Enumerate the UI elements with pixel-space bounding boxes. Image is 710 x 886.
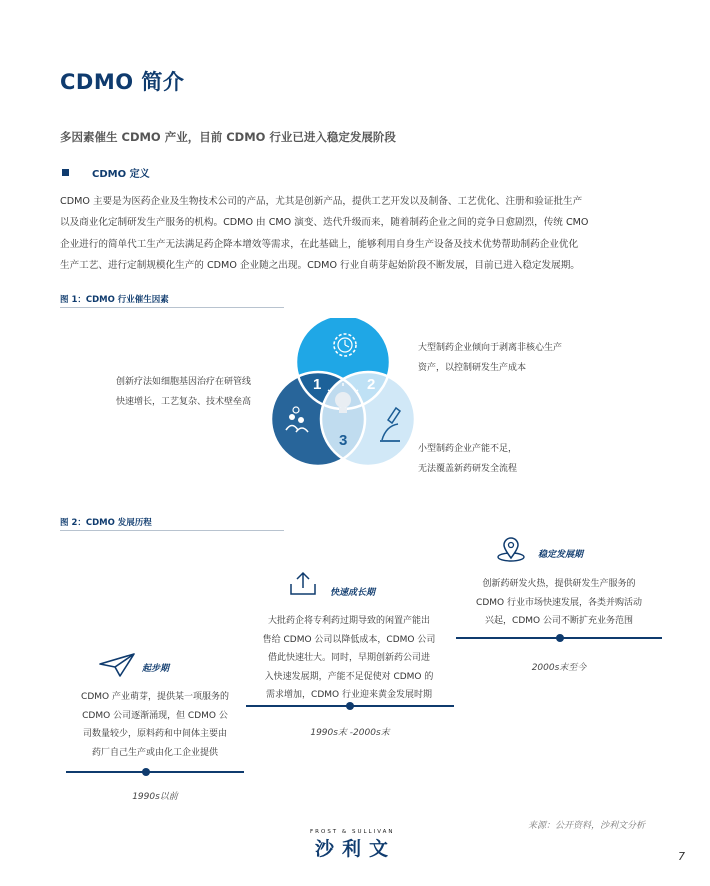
stage2-timeline-dot bbox=[346, 702, 354, 710]
text-line: 售给 CDMO 公司以降低成本，CDMO 公司 bbox=[262, 634, 436, 645]
stage1-body bbox=[66, 688, 244, 762]
text-line: 药厂自己生产或由化工企业提供 bbox=[91, 747, 218, 758]
paragraph-line: 以及商业化定制研发生产服务的机构。CDMO 由 CMO 演变、迭代升级而来，随着制药企业之间的竞争日愈剧烈，传统 CMO bbox=[60, 217, 589, 229]
text-line: 无法覆盖新药研发全流程 bbox=[418, 464, 518, 474]
figure1-rule bbox=[60, 307, 284, 308]
venn-left-text bbox=[116, 372, 251, 412]
stage3-label: 稳定发展期 bbox=[538, 550, 584, 560]
paragraph-line: CDMO 主要是为医药企业及生物技术公司的产品，尤其是创新产品，提供工艺开发以及制备、工艺优化、注册和验证批生产 bbox=[60, 196, 583, 207]
text-line: 创新药研发火热，提供研发生产服务的 bbox=[482, 579, 636, 589]
text-line: CDMO 行业市场快速发展，各类并购活动 bbox=[476, 597, 642, 608]
stage1-label: 起步期 bbox=[142, 664, 170, 674]
paper-plane-icon bbox=[98, 652, 136, 678]
figure2-title: 图 2：CDMO 发展历程 bbox=[60, 518, 152, 528]
stage1-timeline-bar bbox=[66, 771, 244, 773]
logo-chinese: 沙利文 bbox=[315, 838, 397, 860]
logo-english: FROST & SULLIVAN bbox=[310, 829, 395, 835]
stage3-time: 2000s末至今 bbox=[531, 663, 587, 673]
stage2-label: 快速成长期 bbox=[330, 588, 376, 598]
text-line: CDMO 产业萌芽，提供某一项服务的 bbox=[81, 692, 229, 702]
venn-right-top-text bbox=[418, 338, 562, 378]
section-bullet bbox=[62, 169, 69, 176]
source-note: 来源：公开资料，沙利文分析 bbox=[528, 821, 646, 831]
stage2-body bbox=[246, 612, 452, 705]
upload-arrow-icon bbox=[289, 570, 317, 596]
text-line: 需求增加，CDMO 行业迎来黄金发展时期 bbox=[266, 690, 432, 700]
page-subtitle: 多因素催生 CDMO 产业，目前 CDMO 行业已进入稳定发展阶段 bbox=[60, 130, 396, 144]
text-line: 司数量较少，原料药和中间体主要由 bbox=[82, 729, 227, 739]
section-title: CDMO 定义 bbox=[92, 169, 150, 180]
stage3-body bbox=[456, 575, 662, 631]
text-line: 入快速发展期，产能不足促使对 CDMO 的 bbox=[264, 671, 434, 682]
figure1-title: 图 1：CDMO 行业催生因素 bbox=[60, 295, 169, 305]
stage1-time: 1990s以前 bbox=[132, 792, 178, 802]
stage1-timeline-dot bbox=[142, 768, 150, 776]
text-line: 大型制药企业倾向于剥离非核心生产 bbox=[418, 343, 563, 353]
text-line: 大批药企将专利药过期导致的闲置产能出 bbox=[267, 616, 430, 626]
paragraph-line: 企业进行的简单代工生产无法满足药企降本增效等需求，在此基础上，能够利用自身生产设备及技术优势帮助制药企业优化 bbox=[60, 238, 579, 250]
definition-paragraph bbox=[60, 191, 652, 276]
venn-right-bottom-text bbox=[418, 439, 517, 479]
page-number: 7 bbox=[678, 850, 685, 863]
text-line: 借此快速壮大。同时，早期创新药公司进 bbox=[267, 653, 430, 663]
location-pin-icon bbox=[496, 537, 526, 563]
paragraph-line: 生产工艺、进行定制规模化生产的 CDMO 企业随之出现。CDMO 行业自萌芽起始阶段不断发展，目前已进入稳定发展期。 bbox=[60, 259, 580, 271]
figure2-rule bbox=[60, 530, 284, 531]
page-title: CDMO 简介 bbox=[60, 70, 185, 94]
text-line: 小型制药企业产能不足， bbox=[418, 444, 518, 454]
venn-number-2: 2 bbox=[367, 376, 376, 393]
text-line: 兴起，CDMO 公司不断扩充业务范围 bbox=[485, 616, 633, 626]
venn-diagram bbox=[266, 318, 426, 478]
venn-number-3: 3 bbox=[339, 432, 348, 449]
text-line: 创新疗法如细胞基因治疗在研管线 bbox=[116, 377, 252, 387]
text-line: CDMO 公司逐渐涌现，但 CDMO 公 bbox=[82, 710, 228, 721]
stage3-timeline-dot bbox=[556, 634, 564, 642]
text-line: 资产，以控制研发生产成本 bbox=[418, 363, 527, 373]
text-line: 快速增长，工艺复杂、技术壁垒高 bbox=[116, 397, 252, 407]
stage2-time: 1990s末 -2000s末 bbox=[310, 728, 390, 738]
venn-number-1: 1 bbox=[313, 376, 322, 393]
